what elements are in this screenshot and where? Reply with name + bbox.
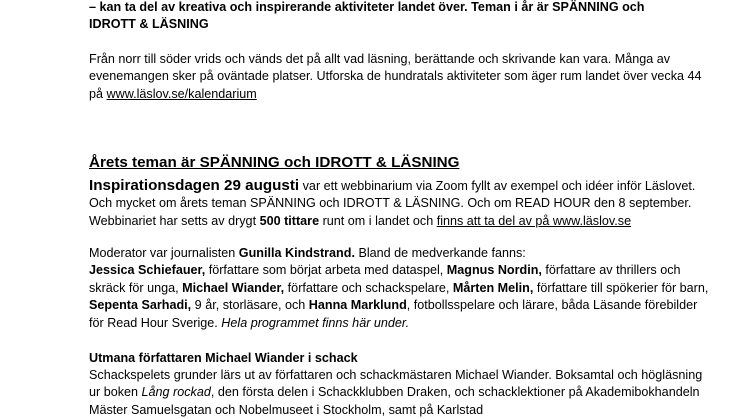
book-title: Lång rockad (141, 385, 211, 400)
calendar-text: Från norr till söder vrids och vänds det på allt vad läsning, berättande och skrivande kan vara. Många av evenemangen sker på oväntade platser. Utforska de hundratals aktiviteter som äger rum landet över vecka 44 på (89, 52, 702, 101)
participant-2: Magnus Nordin, (446, 263, 542, 278)
calendar-paragraph (89, 51, 709, 103)
intro-paragraph (89, 0, 709, 34)
viewers-count: 500 tittare (259, 213, 320, 228)
intro-line-2: IDROTT & LÄSNING (89, 17, 209, 32)
participant-4-desc: författare till spökerier för barn, (533, 280, 709, 295)
moderator-paragraph (89, 245, 709, 332)
inspiration-text-1: var ett webbinarium via Zoom fyllt av exempel och idéer inför Läslovet. Och mycket om årets teman SPÄNNING och IDROTT & LÄSNING. Och om READ HOUR den 8 september. Webbinariet har setts av drygt (89, 179, 696, 228)
chess-text-2: , den första delen i Schackklubben Draken, och schacklektioner på Akademibokhandeln Mäster Samuelsgatan och Nobelmuseet i Stockholm, samt på Karlstad (89, 385, 700, 417)
participant-5-desc: 9 år, storläsare, och (191, 298, 309, 313)
moderator-text-1: Moderator var journalisten (89, 246, 239, 260)
chess-text-1: Schackspelets grunder lärs ut av författaren och schackmästaren Michael Wiander. Boksamtal och högläsning ur boken (89, 368, 703, 400)
participant-6-desc: , fotbollsspelare och lärare, båda Läsande förebilder för Read Hour Sverige. (89, 298, 698, 330)
participant-1: Jessica Schiefauer, (89, 263, 206, 278)
participant-3: Michael Wiander, (182, 280, 285, 295)
participant-4: Mårten Melin, (452, 280, 534, 295)
calendar-link[interactable]: www.läslov.se/kalendarium (106, 86, 257, 101)
inspiration-lead: Inspirationsdagen 29 augusti (89, 177, 300, 194)
moderator-name: Gunilla Kindstrand. (238, 246, 355, 260)
inspiration-paragraph (89, 177, 709, 230)
participant-3-desc: författare och schackspelare, (284, 280, 453, 295)
section-heading: Årets teman är SPÄNNING och IDROTT & LÄSNING (89, 154, 460, 171)
participant-1-desc: författare som börjat arbeta med dataspel, (205, 263, 447, 278)
program-note: Hela programmet finns här under. (221, 315, 410, 330)
moderator-text-2: Bland de medverkande fanns: (354, 246, 526, 260)
participant-2-desc: författare av thrillers och skräck för unga, (89, 263, 681, 295)
participant-5: Sepenta Sarhadi, (89, 298, 192, 313)
chess-paragraph (89, 367, 709, 419)
inspiration-text-2: runt om i landet och (319, 213, 437, 228)
webinar-link[interactable]: finns att ta del av på www.läslov.se (436, 213, 632, 228)
chess-heading: Utmana författaren Michael Wiander i schack (89, 351, 358, 365)
participant-6: Hanna Marklund (308, 298, 407, 313)
intro-line-1: – kan ta del av kreativa och inspirerande aktiviteter landet över. Teman i år är SPÄNNING och (89, 0, 645, 14)
